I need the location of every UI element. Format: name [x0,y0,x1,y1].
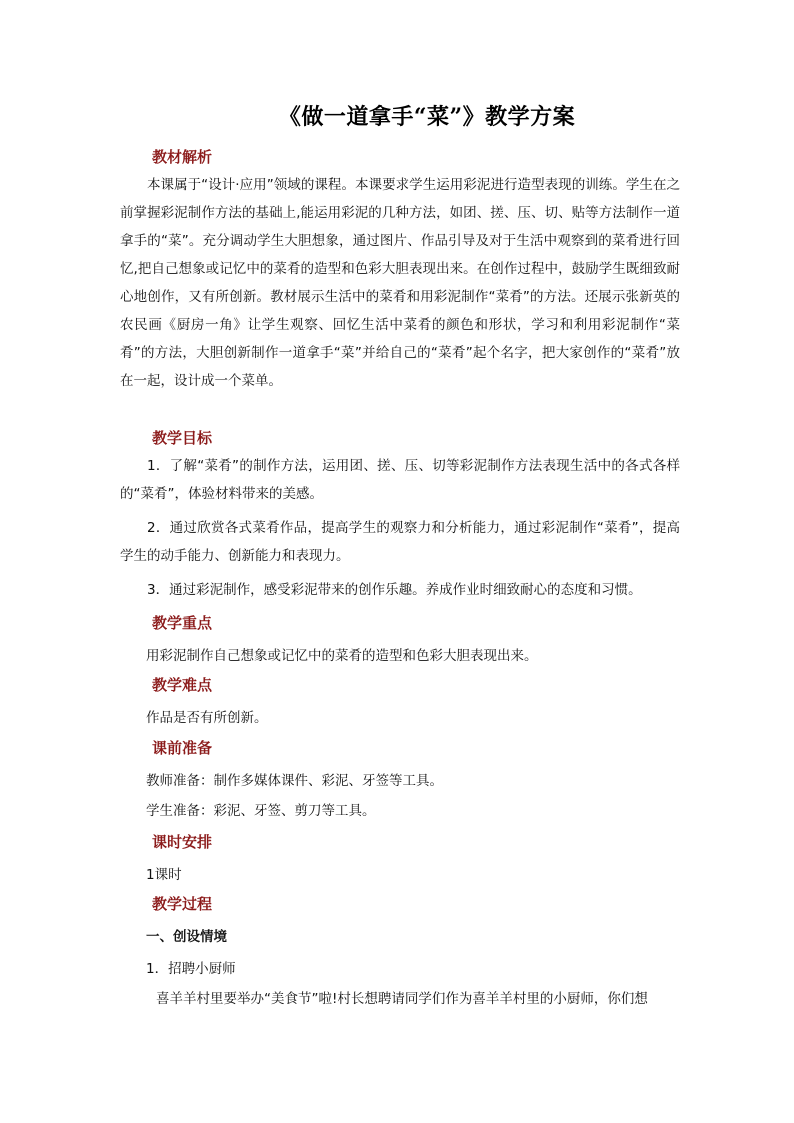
goal-item-2: 2．通过欣赏各式菜肴作品，提高学生的观察力和分析能力，通过彩泥制作“菜肴”，提高学生的动手能力、创新能力和表现力。 [120,520,680,564]
section-heading-goals: 教学目标 [152,429,213,447]
section-heading-difficulty: 教学难点 [152,676,213,694]
key-point-text: 用彩泥制作自己想象或记忆中的菜肴的造型和色彩大胆表现出来。 [146,648,538,664]
process-step-1-1-text: 喜羊羊村里要举办“美食节”啦!村长想聘请同学们作为喜羊羊村里的小厨师，你们想 [156,991,648,1007]
section-heading-analysis: 教材解析 [152,148,213,166]
goal-item-1: 1．了解“菜肴”的制作方法，运用团、搓、压、切等彩泥制作方法表现生活中的各式各样的“菜肴”，体验材料带来的美感。 [120,458,680,502]
section-heading-preparation: 课前准备 [152,739,213,757]
teacher-preparation: 教师准备：制作多媒体课件、彩泥、牙签等工具。 [146,773,443,789]
goal-item-3: 3．通过彩泥制作，感受彩泥带来的创作乐趣。养成作业时细致耐心的态度和习惯。 [147,582,642,598]
process-step-1: 一、创设情境 [146,929,227,945]
difficulty-text: 作品是否有所创新。 [146,710,268,726]
student-preparation: 学生准备：彩泥、牙签、剪刀等工具。 [146,803,376,819]
section-heading-schedule: 课时安排 [152,833,213,851]
section-heading-key-point: 教学重点 [152,614,213,632]
process-step-1-1: 1．招聘小厨师 [146,961,236,977]
page-title: 《做一道拿手“菜”》教学方案 [278,104,576,130]
section-heading-process: 教学过程 [152,895,213,913]
analysis-paragraph: 本课属于“设计·应用”领域的课程。本课要求学生运用彩泥进行造型表现的训练。学生在之前掌握彩泥制作方法的基础上,能运用彩泥的几种方法，如团、搓、压、切、贴等方法制作一道拿手的“菜”。充分调动学生大胆想象，通过图片、作品引导及对于生活中观察到的菜肴进行回忆,把自己想象或记忆中的菜肴的造型和色彩大胆表现出来。在创作过程中，鼓励学生既细致耐心地创作，又有所创新。教材展示生活中的菜肴和用彩泥制作“菜肴”的方法。还展示张新英的农民画《厨房一角》让学生观察、回忆生活中菜肴的颜色和形状，学习和利用彩泥制作“菜肴”的方法，大胆创新制作一道拿手“菜”并给自己的“菜肴”起个名字，把大家创作的“菜肴”放在一起，设计成一个菜单。 [120,177,680,389]
schedule-text: 1课时 [146,867,182,883]
